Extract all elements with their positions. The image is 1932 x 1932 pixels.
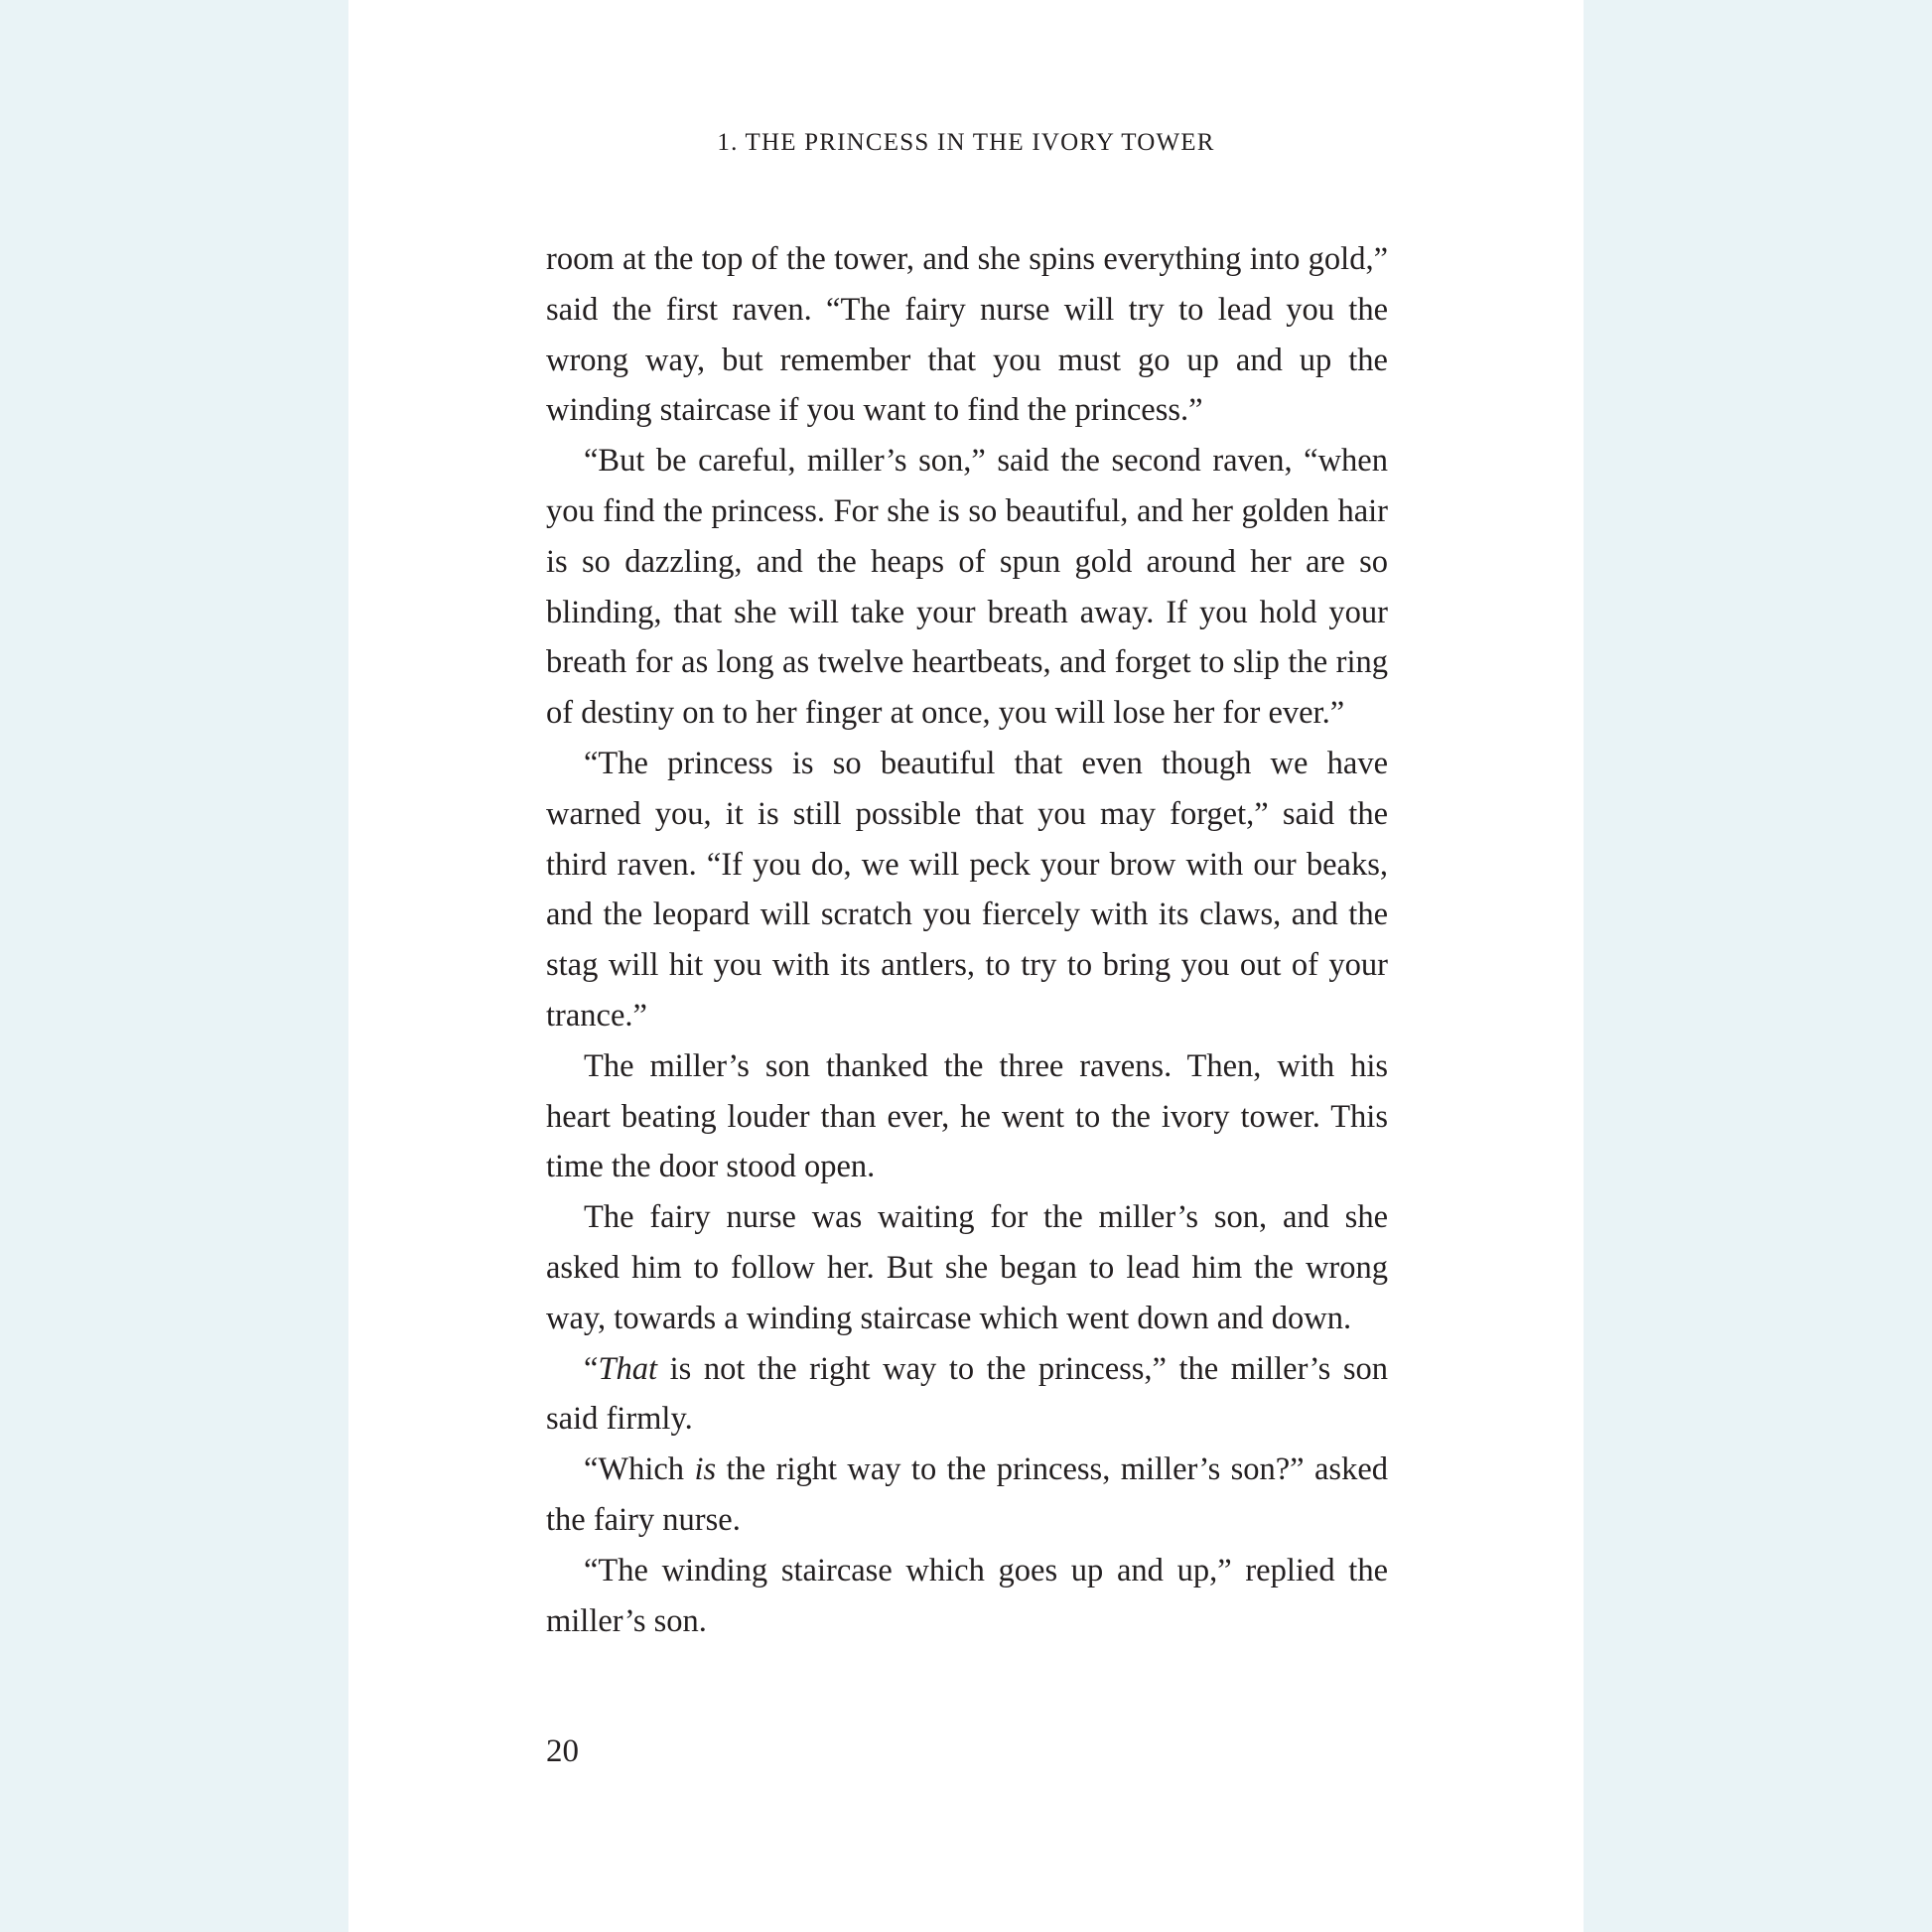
paragraph: “But be careful, miller’s son,” said the second raven, “when you find the princess. For she is so beautiful, and her golden hair is so dazzling, and the heaps of spun gold around her are so blinding, that she will take your breath away. If you hold your breath for as long as twelve heartbeats, and forget to slip the ring of destiny on to her finger at once, you will lose her for ever.” [546, 443, 1388, 732]
body-text [546, 234, 1388, 1646]
paragraph: “That is not the right way to the princess,” the miller’s son said firmly. [546, 1350, 1388, 1438]
paragraph: room at the top of the tower, and she spins everything into gold,” said the first raven. “The fairy nurse will try to lead you the wrong way, but remember that you must go up and up the winding staircase if you want to find the princess.” [546, 241, 1388, 429]
running-head: 1. THE PRINCESS IN THE IVORY TOWER [717, 129, 1215, 156]
paragraph: “Which is the right way to the princess, miller’s son?” asked the fairy nurse. [546, 1451, 1388, 1538]
paragraph: “The winding staircase which goes up and up,” replied the miller’s son. [546, 1552, 1388, 1639]
paragraph: The miller’s son thanked the three ravens. Then, with his heart beating louder than ever, he went to the ivory tower. This time the door stood open. [546, 1047, 1388, 1185]
page-number: 20 [546, 1733, 579, 1769]
book-page [348, 0, 1584, 1932]
paragraph: “The princess is so beautiful that even though we have warned you, it is still possible that you may forget,” said the third raven. “If you do, we will peck your brow with our beaks, and the leopard will scratch you fiercely with its claws, and the stag will hit you with its antlers, to try to bring you out of your trance.” [546, 745, 1388, 1034]
paragraph: The fairy nurse was waiting for the miller’s son, and she asked him to follow her. But she began to lead him the wrong way, towards a winding staircase which went down and down. [546, 1199, 1388, 1336]
